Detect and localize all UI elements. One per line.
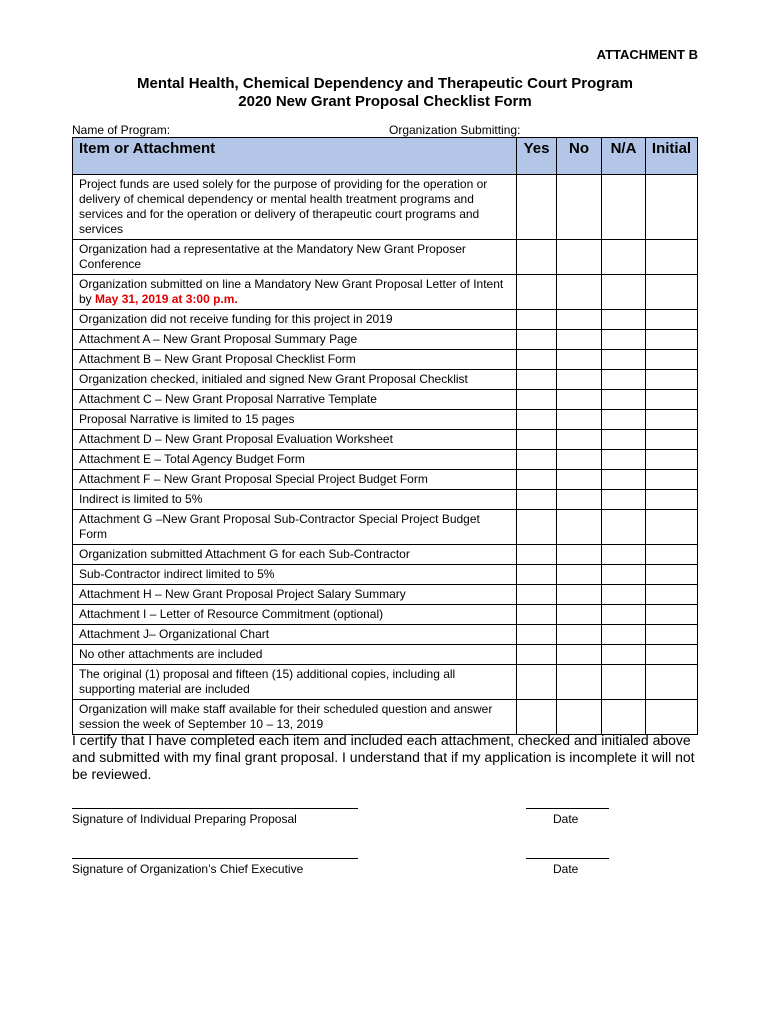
initial-cell[interactable] xyxy=(646,665,698,700)
initial-cell[interactable] xyxy=(646,645,698,665)
no-cell[interactable] xyxy=(557,585,602,605)
initial-cell[interactable] xyxy=(646,585,698,605)
date-line-chief[interactable] xyxy=(526,858,609,859)
na-cell[interactable] xyxy=(602,645,646,665)
no-cell[interactable] xyxy=(557,470,602,490)
initial-cell[interactable] xyxy=(646,510,698,545)
no-cell[interactable] xyxy=(557,370,602,390)
table-row xyxy=(73,565,698,585)
yes-cell[interactable] xyxy=(517,450,557,470)
no-cell[interactable] xyxy=(557,510,602,545)
deadline-highlight: May 31, 2019 at 3:00 p.m. xyxy=(95,292,238,306)
table-row xyxy=(73,310,698,330)
checklist-item xyxy=(73,605,517,625)
yes-cell[interactable] xyxy=(517,175,557,240)
initial-cell[interactable] xyxy=(646,370,698,390)
table-row xyxy=(73,175,698,240)
table-row xyxy=(73,450,698,470)
checklist-item xyxy=(73,410,517,430)
checklist-item xyxy=(73,700,517,735)
no-cell[interactable] xyxy=(557,410,602,430)
checklist-item-text: Attachment B – New Grant Proposal Checklist Form xyxy=(79,352,356,366)
table-row xyxy=(73,510,698,545)
checklist-item-text: Attachment C – New Grant Proposal Narrative Template xyxy=(79,392,377,406)
checklist-item xyxy=(73,665,517,700)
na-cell[interactable] xyxy=(602,430,646,450)
table-row xyxy=(73,410,698,430)
date-label-chief: Date xyxy=(553,862,579,876)
header-no: No xyxy=(557,138,602,175)
yes-cell[interactable] xyxy=(517,430,557,450)
na-cell[interactable] xyxy=(602,370,646,390)
na-cell[interactable] xyxy=(602,175,646,240)
table-row xyxy=(73,585,698,605)
no-cell[interactable] xyxy=(557,645,602,665)
initial-cell[interactable] xyxy=(646,605,698,625)
checklist-item-text: Organization did not receive funding for this project in 2019 xyxy=(79,312,393,326)
checklist-item-text: Organization submitted on line a Mandatory New Grant Proposal Letter of Intent by xyxy=(79,277,504,306)
yes-cell[interactable] xyxy=(517,605,557,625)
yes-cell[interactable] xyxy=(517,585,557,605)
checklist-item-text: Project funds are used solely for the purpose of providing for the operation or delivery of chemical dependency or mental health treatment programs and services and for the operation or delivery of therapeutic court programs and services xyxy=(79,177,488,236)
table-row xyxy=(73,605,698,625)
checklist-item-text: The original (1) proposal and fifteen (15) additional copies, including all supporting material are included xyxy=(79,667,456,696)
initial-cell[interactable] xyxy=(646,700,698,735)
yes-cell[interactable] xyxy=(517,390,557,410)
yes-cell[interactable] xyxy=(517,510,557,545)
checklist-item xyxy=(73,175,517,240)
yes-cell[interactable] xyxy=(517,350,557,370)
checklist-item-text: Organization will make staff available for their scheduled question and answer session the week of September 10 – 13, 2019 xyxy=(79,702,493,731)
header-initial: Initial xyxy=(646,138,698,175)
initial-cell[interactable] xyxy=(646,310,698,330)
yes-cell[interactable] xyxy=(517,645,557,665)
checklist-item-text: No other attachments are included xyxy=(79,647,263,661)
na-cell[interactable] xyxy=(602,490,646,510)
table-row xyxy=(73,700,698,735)
initial-cell[interactable] xyxy=(646,175,698,240)
table-row xyxy=(73,645,698,665)
yes-cell[interactable] xyxy=(517,240,557,275)
date-line-individual[interactable] xyxy=(526,808,609,809)
no-cell[interactable] xyxy=(557,350,602,370)
na-cell[interactable] xyxy=(602,410,646,430)
yes-cell[interactable] xyxy=(517,700,557,735)
checklist-item-text: Organization submitted Attachment G for each Sub-Contractor xyxy=(79,547,410,561)
initial-cell[interactable] xyxy=(646,490,698,510)
signature-line-chief[interactable] xyxy=(72,858,358,859)
table-header-row xyxy=(73,138,698,175)
table-row xyxy=(73,330,698,350)
header-item-or-attachment: Item or Attachment xyxy=(73,138,517,175)
no-cell[interactable] xyxy=(557,175,602,240)
checklist-item xyxy=(73,450,517,470)
yes-cell[interactable] xyxy=(517,410,557,430)
title-line-2: 2020 New Grant Proposal Checklist Form xyxy=(238,93,532,110)
checklist-item-text: Attachment H – New Grant Proposal Project Salary Summary xyxy=(79,587,406,601)
checklist-item xyxy=(73,565,517,585)
initial-cell[interactable] xyxy=(646,470,698,490)
na-cell[interactable] xyxy=(602,585,646,605)
initial-cell[interactable] xyxy=(646,390,698,410)
no-cell[interactable] xyxy=(557,490,602,510)
checklist-item-text: Organization checked, initialed and signed New Grant Proposal Checklist xyxy=(79,372,468,386)
checklist-item-text: Attachment D – New Grant Proposal Evaluation Worksheet xyxy=(79,432,393,446)
initial-cell[interactable] xyxy=(646,330,698,350)
table-row xyxy=(73,625,698,645)
checklist-item xyxy=(73,370,517,390)
yes-cell[interactable] xyxy=(517,665,557,700)
checklist-item xyxy=(73,510,517,545)
checklist-item-text: Attachment E – Total Agency Budget Form xyxy=(79,452,305,466)
yes-cell[interactable] xyxy=(517,370,557,390)
yes-cell[interactable] xyxy=(517,310,557,330)
na-cell[interactable] xyxy=(602,665,646,700)
yes-cell[interactable] xyxy=(517,545,557,565)
yes-cell[interactable] xyxy=(517,275,557,310)
table-row xyxy=(73,490,698,510)
na-cell[interactable] xyxy=(602,700,646,735)
no-cell[interactable] xyxy=(557,430,602,450)
table-row xyxy=(73,430,698,450)
initial-cell[interactable] xyxy=(646,565,698,585)
checklist-item-text: Organization had a representative at the Mandatory New Grant Proposer Conference xyxy=(79,242,466,271)
signature-line-individual[interactable] xyxy=(72,808,358,809)
header-na: N/A xyxy=(602,138,646,175)
no-cell[interactable] xyxy=(557,605,602,625)
checklist-item xyxy=(73,350,517,370)
na-cell[interactable] xyxy=(602,310,646,330)
no-cell[interactable] xyxy=(557,450,602,470)
na-cell[interactable] xyxy=(602,470,646,490)
table-row xyxy=(73,275,698,310)
table-row xyxy=(73,370,698,390)
certification-statement: I certify that I have completed each item and included each attachment, checked and initialed above and submitted with my final grant proposal. I understand that if my application is incomplete it will not be reviewed. xyxy=(72,732,695,782)
initial-cell[interactable] xyxy=(646,545,698,565)
yes-cell[interactable] xyxy=(517,470,557,490)
checklist-item-text: Sub-Contractor indirect limited to 5% xyxy=(79,567,275,581)
page-title xyxy=(0,75,770,111)
initial-cell[interactable] xyxy=(646,240,698,275)
organization-submitting-label: Organization Submitting: xyxy=(389,123,521,137)
na-cell[interactable] xyxy=(602,625,646,645)
no-cell[interactable] xyxy=(557,700,602,735)
attachment-label: ATTACHMENT B xyxy=(596,47,698,62)
yes-cell[interactable] xyxy=(517,625,557,645)
no-cell[interactable] xyxy=(557,310,602,330)
checklist-item xyxy=(73,330,517,350)
checklist-item-text: Attachment G –New Grant Proposal Sub-Contractor Special Project Budget Form xyxy=(79,512,480,541)
na-cell[interactable] xyxy=(602,275,646,310)
signature-label-chief: Signature of Organization’s Chief Executive xyxy=(72,862,304,876)
na-cell[interactable] xyxy=(602,390,646,410)
table-row xyxy=(73,665,698,700)
no-cell[interactable] xyxy=(557,330,602,350)
checklist-item xyxy=(73,470,517,490)
checklist-item xyxy=(73,310,517,330)
initial-cell[interactable] xyxy=(646,275,698,310)
checklist-item xyxy=(73,275,517,310)
table-row xyxy=(73,390,698,410)
table-row xyxy=(73,350,698,370)
checklist-item-text: Attachment F – New Grant Proposal Special Project Budget Form xyxy=(79,472,428,486)
na-cell[interactable] xyxy=(602,565,646,585)
no-cell[interactable] xyxy=(557,240,602,275)
checklist-item xyxy=(73,585,517,605)
initial-cell[interactable] xyxy=(646,450,698,470)
checklist-item xyxy=(73,645,517,665)
checklist-item xyxy=(73,625,517,645)
checklist-table xyxy=(72,137,698,735)
checklist-item xyxy=(73,545,517,565)
no-cell[interactable] xyxy=(557,625,602,645)
yes-cell[interactable] xyxy=(517,490,557,510)
initial-cell[interactable] xyxy=(646,430,698,450)
yes-cell[interactable] xyxy=(517,565,557,585)
na-cell[interactable] xyxy=(602,450,646,470)
na-cell[interactable] xyxy=(602,545,646,565)
program-name-label: Name of Program: xyxy=(72,123,171,137)
checklist-item-text: Attachment J– Organizational Chart xyxy=(79,627,270,641)
checklist-item xyxy=(73,430,517,450)
checklist-item xyxy=(73,240,517,275)
table-row xyxy=(73,470,698,490)
na-cell[interactable] xyxy=(602,350,646,370)
signature-label-individual: Signature of Individual Preparing Proposal xyxy=(72,812,297,826)
checklist-item xyxy=(73,390,517,410)
no-cell[interactable] xyxy=(557,545,602,565)
checklist-item-text: Attachment I – Letter of Resource Commitment (optional) xyxy=(79,607,384,621)
initial-cell[interactable] xyxy=(646,625,698,645)
no-cell[interactable] xyxy=(557,665,602,700)
checklist-item-text: Proposal Narrative is limited to 15 pages xyxy=(79,412,295,426)
checklist-item-text: Indirect is limited to 5% xyxy=(79,492,203,506)
checklist-item-text: Attachment A – New Grant Proposal Summary Page xyxy=(79,332,358,346)
na-cell[interactable] xyxy=(602,240,646,275)
checklist-item xyxy=(73,490,517,510)
date-label-individual: Date xyxy=(553,812,579,826)
title-line-1: Mental Health, Chemical Dependency and Therapeutic Court Program xyxy=(137,75,633,92)
header-yes: Yes xyxy=(517,138,557,175)
table-row xyxy=(73,545,698,565)
no-cell[interactable] xyxy=(557,390,602,410)
table-row xyxy=(73,240,698,275)
no-cell[interactable] xyxy=(557,565,602,585)
na-cell[interactable] xyxy=(602,605,646,625)
initial-cell[interactable] xyxy=(646,410,698,430)
na-cell[interactable] xyxy=(602,510,646,545)
na-cell[interactable] xyxy=(602,330,646,350)
yes-cell[interactable] xyxy=(517,330,557,350)
no-cell[interactable] xyxy=(557,275,602,310)
initial-cell[interactable] xyxy=(646,350,698,370)
